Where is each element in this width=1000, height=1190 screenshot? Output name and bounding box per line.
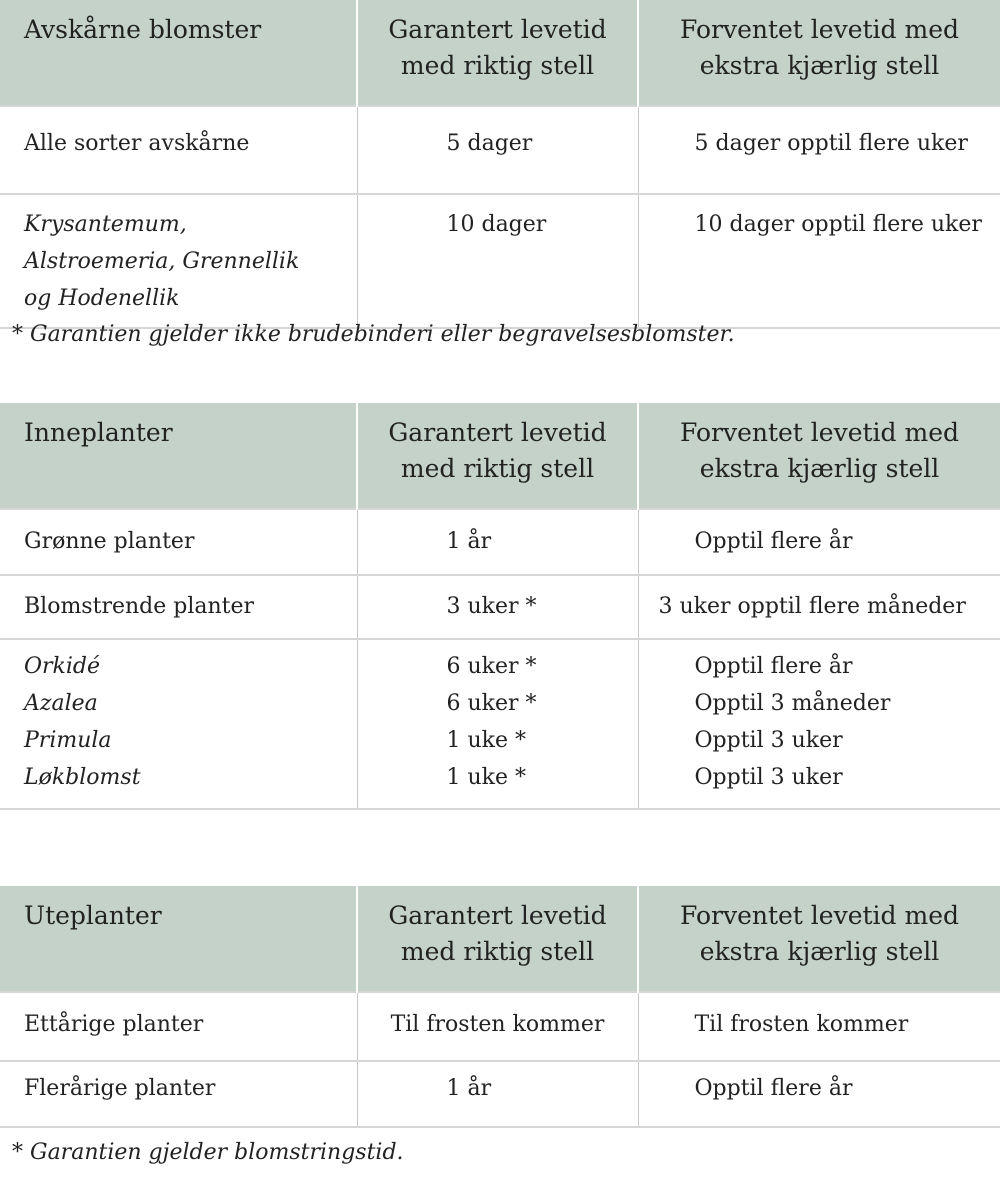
table-row — [0, 575, 1000, 639]
guaranteed-value: 5 dager — [357, 106, 638, 194]
table-header-row — [0, 0, 1000, 106]
expected-value: 3 uker opptil flere måneder — [638, 575, 1000, 639]
plant-name: Orkidé — [24, 654, 101, 679]
table-row — [0, 194, 1000, 328]
expected-lifetime-header — [638, 0, 1000, 106]
row-name: Alle sorter avskårne — [0, 106, 357, 194]
plant-name: Azalea — [24, 691, 98, 716]
plant-name: Løkblomst — [24, 765, 141, 790]
indoor-plants-title: Inneplanter — [0, 403, 357, 509]
header-line: Forventet levetid med — [679, 418, 960, 447]
plant-name: Primula — [24, 728, 112, 753]
expected-lifetime-header — [638, 403, 1000, 509]
header-line: Forventet levetid med — [679, 901, 960, 930]
expected-lifetime-header — [638, 886, 1000, 992]
expected-line: Opptil 3 uker — [694, 765, 843, 790]
guaranteed-lifetime-header — [357, 886, 638, 992]
table-row — [0, 509, 1000, 575]
row-name: Ettårige planter — [0, 992, 357, 1061]
flower-name: Krysantemum, — [24, 212, 187, 237]
header-line: Garantert levetid — [388, 418, 607, 447]
guaranteed-value: 3 uker * — [357, 575, 638, 639]
indoor-plants-table — [0, 403, 1000, 810]
guaranteed-value — [357, 639, 638, 809]
expected-value: 5 dager opptil flere uker — [638, 106, 1000, 194]
footnote: * Garantien gjelder ikke brudebinderi eller begravelsesblomster. — [12, 322, 735, 347]
expected-line: Opptil flere år — [694, 654, 853, 679]
flower-name: Alstroemeria, Grennellik — [24, 249, 300, 274]
outdoor-plants-title: Uteplanter — [0, 886, 357, 992]
header-line: ekstra kjærlig stell — [699, 937, 940, 966]
header-line: med riktig stell — [400, 454, 595, 483]
expected-value: 10 dager opptil flere uker — [638, 194, 1000, 328]
table-row — [0, 639, 1000, 809]
expected-value: Opptil flere år — [638, 509, 1000, 575]
row-name: Blomstrende planter — [0, 575, 357, 639]
header-line: med riktig stell — [400, 51, 595, 80]
expected-line: Opptil 3 uker — [694, 728, 843, 753]
footnote: * Garantien gjelder blomstringstid. — [12, 1140, 404, 1165]
row-name: Flerårige planter — [0, 1061, 357, 1127]
guaranteed-line: 1 uke * — [446, 765, 527, 790]
row-name: Grønne planter — [0, 509, 357, 575]
header-line: ekstra kjærlig stell — [699, 454, 940, 483]
cut-flowers-table — [0, 0, 1000, 329]
header-line: Forventet levetid med — [679, 15, 960, 44]
table-row — [0, 106, 1000, 194]
table-header-row — [0, 403, 1000, 509]
guaranteed-value: Til frosten kommer — [357, 992, 638, 1061]
guaranteed-line: 6 uker * — [446, 691, 537, 716]
expected-value — [638, 639, 1000, 809]
guaranteed-value: 10 dager — [357, 194, 638, 328]
expected-value: Til frosten kommer — [638, 992, 1000, 1061]
guaranteed-line: 6 uker * — [446, 654, 537, 679]
table-row — [0, 992, 1000, 1061]
header-line: med riktig stell — [400, 937, 595, 966]
header-line: Garantert levetid — [388, 901, 607, 930]
table-row — [0, 1061, 1000, 1127]
header-line: Garantert levetid — [388, 15, 607, 44]
guaranteed-lifetime-header — [357, 0, 638, 106]
row-name — [0, 639, 357, 809]
expected-line: Opptil 3 måneder — [694, 691, 891, 716]
guaranteed-line: 1 uke * — [446, 728, 527, 753]
header-line: ekstra kjærlig stell — [699, 51, 940, 80]
guaranteed-lifetime-header — [357, 403, 638, 509]
row-name — [0, 194, 357, 328]
guaranteed-value: 1 år — [357, 1061, 638, 1127]
expected-value: Opptil flere år — [638, 1061, 1000, 1127]
flower-name: og Hodenellik — [24, 286, 180, 311]
cut-flowers-title: Avskårne blomster — [0, 0, 357, 106]
outdoor-plants-table — [0, 886, 1000, 1128]
table-header-row — [0, 886, 1000, 992]
guaranteed-value: 1 år — [357, 509, 638, 575]
